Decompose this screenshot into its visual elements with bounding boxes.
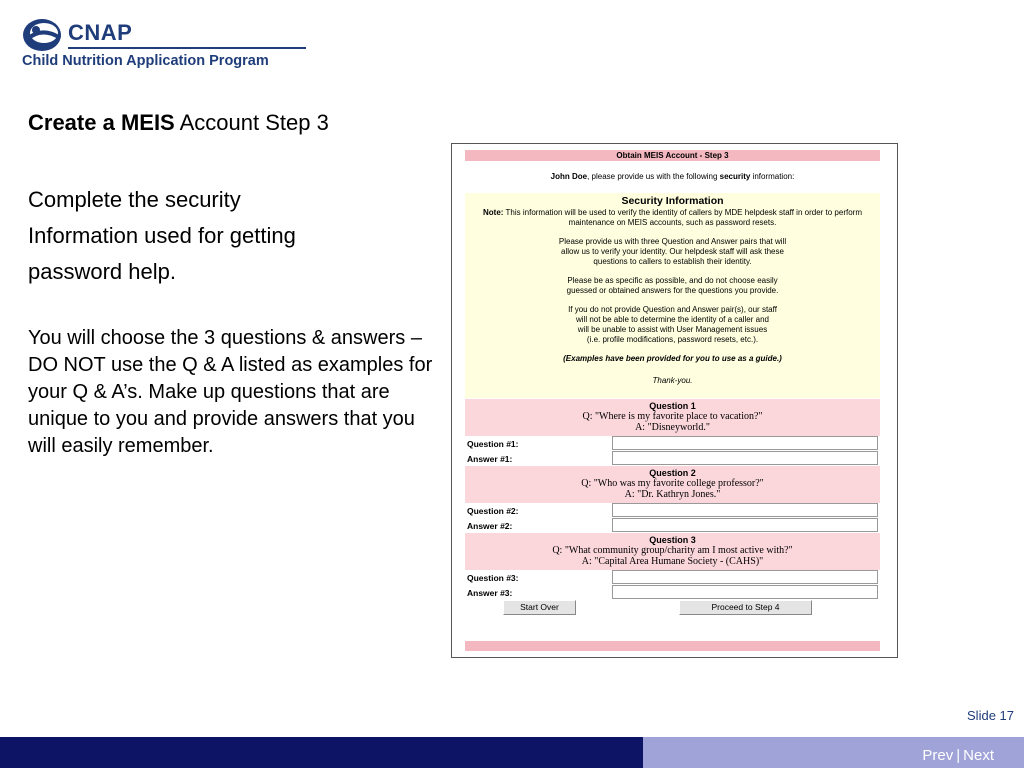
- next-link[interactable]: Next: [963, 747, 994, 764]
- answer-label: Answer #2:: [467, 521, 513, 531]
- note-label: Note:: [483, 208, 504, 217]
- question-3-row: [467, 570, 880, 585]
- answer-2-row: [467, 518, 880, 533]
- security-info-box: [465, 193, 880, 398]
- logo-title: CNAP: [68, 20, 133, 45]
- heading-rest: Account Step 3: [174, 110, 329, 135]
- prev-link[interactable]: Prev: [922, 747, 954, 764]
- question-title: Question 2: [649, 468, 696, 478]
- question-1-example: [465, 399, 880, 436]
- example-answer: A: "Dr. Kathryn Jones.": [624, 489, 721, 500]
- security-para-1: Please provide us with three Question and Answer pairs that will allow us to verify your identity. Our helpdesk staff will ask these questions to callers to establish their identity.: [558, 237, 787, 266]
- security-para-2: Please be as specific as possible, and do not choose easily guessed or obtained answers for the questions you provide.: [566, 276, 779, 295]
- greeting-bold: security: [719, 172, 751, 181]
- nav-separator: |: [956, 747, 961, 764]
- panel-header: Obtain MEIS Account - Step 3: [465, 150, 880, 161]
- logo-emblem-icon: [22, 16, 64, 52]
- slide-navigation: [922, 747, 994, 764]
- logo-subtitle: Child Nutrition Application Program: [22, 53, 269, 69]
- start-over-button[interactable]: Start Over: [503, 600, 576, 615]
- answer-label: Answer #1:: [467, 454, 513, 464]
- question-label: Question #2:: [467, 506, 519, 516]
- security-para-3: If you do not provide Question and Answer pair(s), our staff will not be able to determine the identity of a caller and will be unable to assist with User Management issues (i.e. profile modifications, password resets, etc.).: [568, 305, 777, 344]
- question-title: Question 3: [649, 535, 696, 545]
- thank-you: Thank-you.: [652, 376, 693, 385]
- answer-1-row: [467, 451, 880, 466]
- intro-line: Information used for getting: [28, 223, 296, 248]
- question-1-input[interactable]: [612, 436, 878, 450]
- example-answer: A: "Capital Area Humane Society - (CAHS)": [581, 556, 764, 567]
- heading-bold: Create a MEIS: [28, 110, 175, 135]
- greeting-end: information:: [750, 172, 795, 181]
- footer-bar-dark: [0, 737, 643, 768]
- example-question: Q: "What community group/charity am I most active with?": [552, 545, 793, 556]
- example-question: Q: "Who was my favorite college professor?": [581, 478, 764, 489]
- cnap-logo: [22, 14, 312, 72]
- greeting-name: John Doe: [550, 172, 588, 181]
- question-label: Question #1:: [467, 439, 519, 449]
- slide-number: Slide 17: [967, 708, 1014, 723]
- note-text: This information will be used to verify the identity of callers by MDE helpdesk staff in order to perform maintenance on MEIS accounts, such as password resets.: [503, 208, 862, 227]
- question-3-input[interactable]: [612, 570, 878, 584]
- answer-2-input[interactable]: [612, 518, 878, 532]
- question-2-example: [465, 466, 880, 503]
- example-question: Q: "Where is my favorite place to vacation?": [582, 411, 763, 422]
- intro-line: Complete the security: [28, 187, 241, 212]
- answer-label: Answer #3:: [467, 588, 513, 598]
- greeting-mid: , please provide us with the following: [587, 172, 720, 181]
- question-2-input[interactable]: [612, 503, 878, 517]
- intro-line: password help.: [28, 259, 176, 284]
- intro-text: [28, 182, 428, 290]
- logo-rule: [68, 47, 306, 49]
- question-1-row: [467, 436, 880, 451]
- slide-heading: [28, 110, 329, 136]
- meis-step3-screenshot: [451, 143, 898, 658]
- answer-3-row: [467, 585, 880, 600]
- proceed-step4-button[interactable]: Proceed to Step 4: [679, 600, 812, 615]
- question-2-row: [467, 503, 880, 518]
- question-3-example: [465, 533, 880, 570]
- answer-1-input[interactable]: [612, 451, 878, 465]
- security-title: Security Information: [621, 195, 724, 207]
- panel-footer-bar: [465, 641, 880, 651]
- question-title: Question 1: [649, 401, 696, 411]
- answer-3-input[interactable]: [612, 585, 878, 599]
- example-answer: A: "Disneyworld.": [635, 422, 710, 433]
- security-note: [465, 208, 880, 228]
- instructions-text: You will choose the 3 questions & answers – DO NOT use the Q & A listed as examples for your Q & A’s. Make up questions that are unique to you and provide answers that you will easily remember.: [28, 327, 433, 457]
- question-label: Question #3:: [467, 573, 519, 583]
- greeting: [465, 172, 880, 181]
- examples-note: (Examples have been provided for you to use as a guide.): [563, 354, 782, 363]
